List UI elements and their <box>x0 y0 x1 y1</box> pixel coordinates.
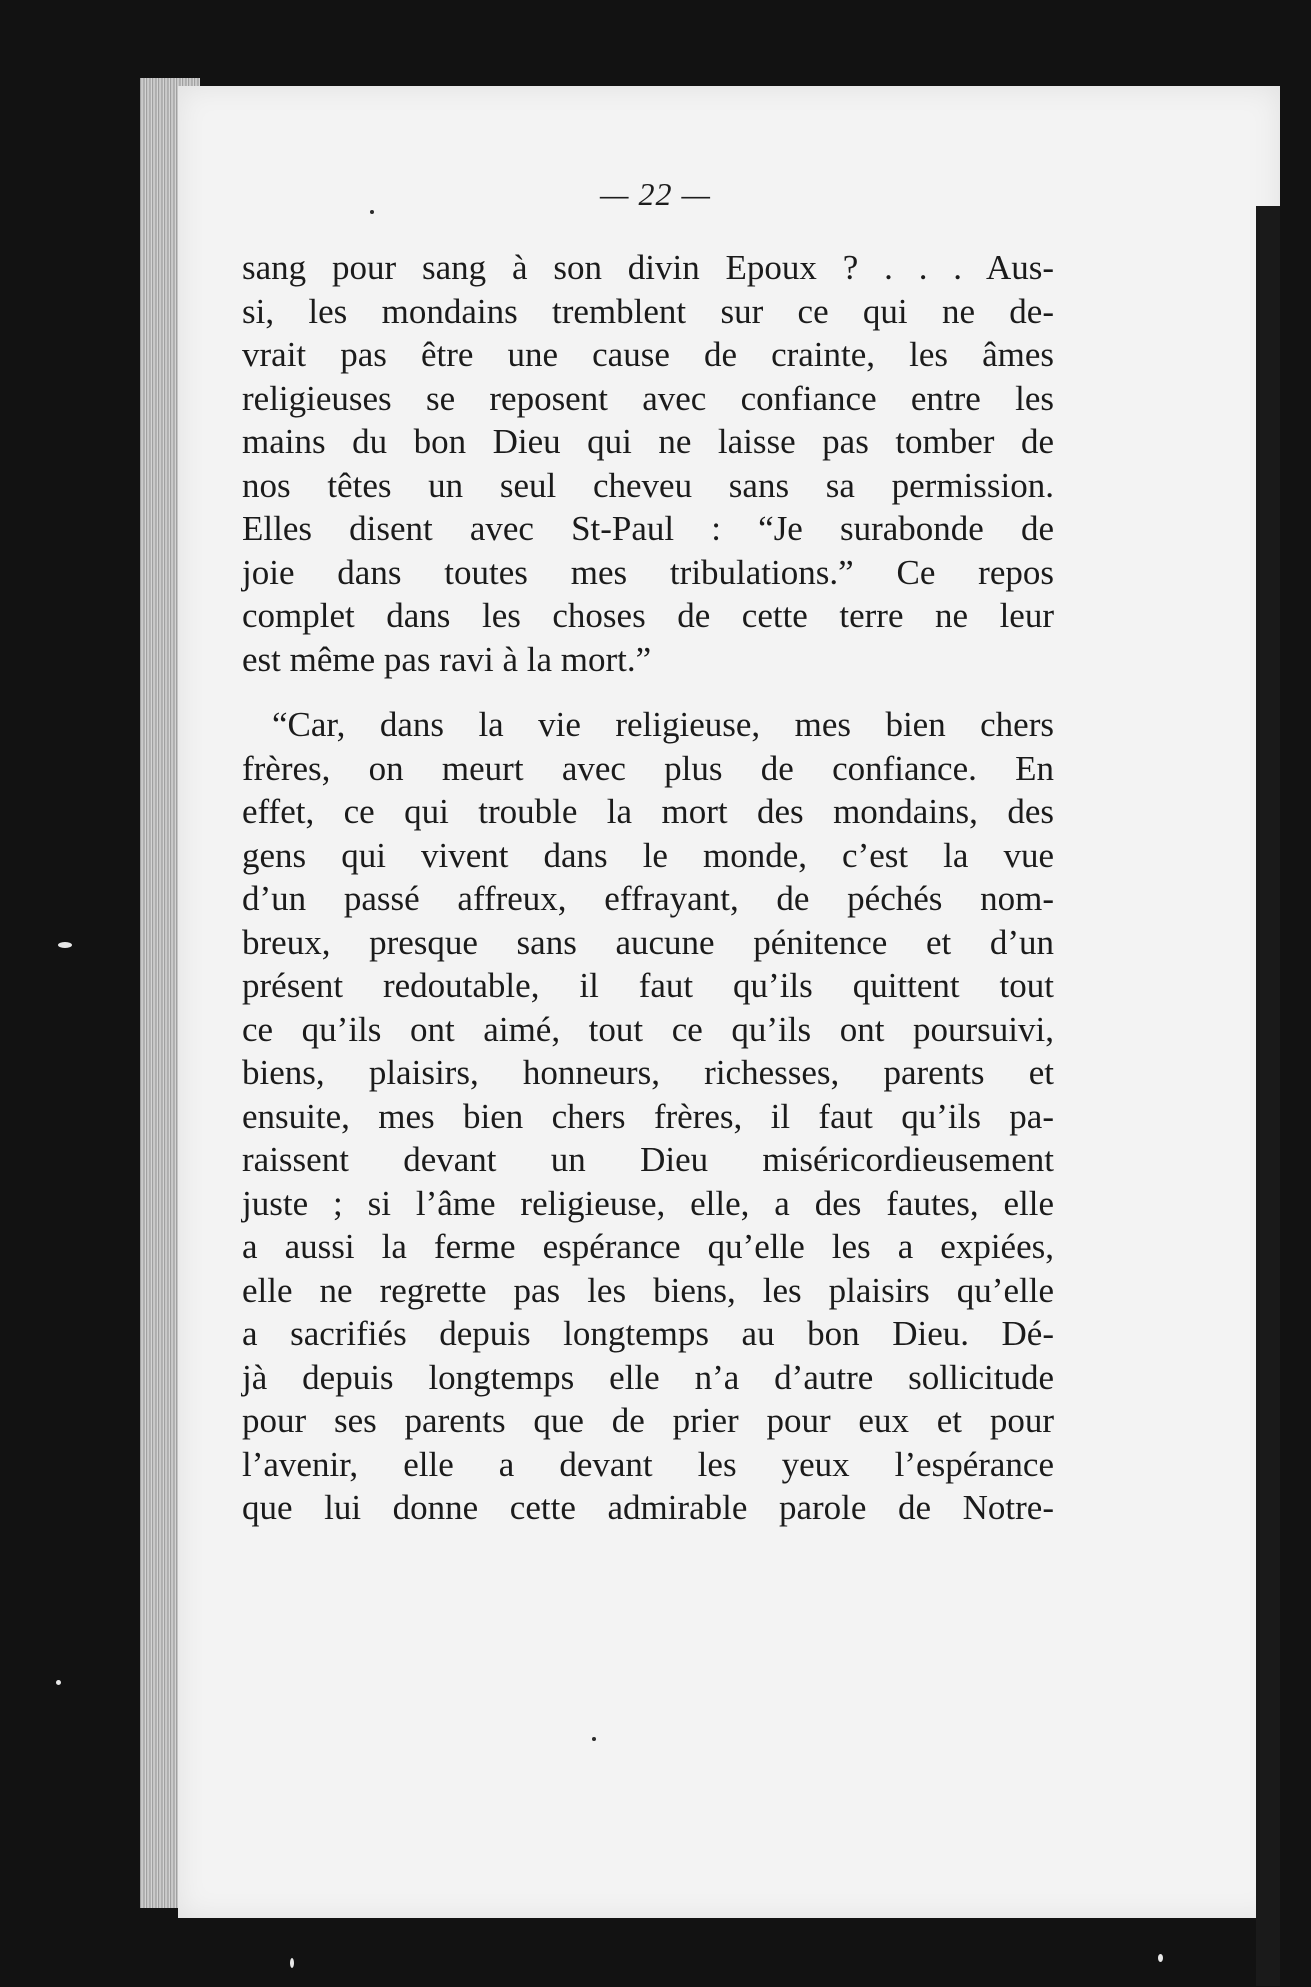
text-line: pour ses parents que de prier pour eux et pour <box>242 1401 1054 1440</box>
text-line: présent redoutable, il faut qu’ils quittent tout <box>242 966 1054 1005</box>
text-line: “Car, dans la vie religieuse, mes bien chers <box>272 705 1054 744</box>
dust-speck <box>1158 1954 1163 1962</box>
text-line: religieuses se reposent avec confiance entre les <box>242 378 1054 418</box>
text-line: nos têtes un seul cheveu sans sa permission. <box>242 465 1054 505</box>
dust-speck <box>56 1680 61 1685</box>
dust-speck <box>290 1958 294 1968</box>
text-line: frères, on meurt avec plus de confiance. En <box>242 748 1054 788</box>
text-line: breux, presque sans aucune pénitence et d’un <box>242 922 1054 962</box>
text-line: elle ne regrette pas les biens, les plaisirs qu’elle <box>242 1270 1054 1310</box>
text-line: est même pas ravi à la mort.” <box>242 639 652 679</box>
text-line: raissent devant un Dieu miséricordieusement <box>242 1140 1054 1179</box>
text-line: biens, plaisirs, honneurs, richesses, parents et <box>242 1053 1054 1092</box>
text-line: a sacrifiés depuis longtemps au bon Dieu. Dé- <box>242 1314 1054 1353</box>
text-line: vrait pas être une cause de crainte, les âmes <box>242 335 1054 374</box>
dust-speck <box>370 210 374 214</box>
text-line: joie dans toutes mes tribulations.” Ce repos <box>242 552 1054 592</box>
text-line: effet, ce qui trouble la mort des mondains, des <box>242 792 1054 831</box>
text-line: ce qu’ils ont aimé, tout ce qu’ils ont poursuivi, <box>242 1009 1054 1049</box>
dust-speck <box>58 942 72 948</box>
text-line: mains du bon Dieu qui ne laisse pas tomber de <box>242 422 1054 461</box>
text-line: a aussi la ferme espérance qu’elle les a expiées, <box>242 1227 1054 1266</box>
text-line: juste ; si l’âme religieuse, elle, a des fautes, elle <box>242 1183 1054 1223</box>
page-number: — 22 — <box>600 176 711 212</box>
text-line: complet dans les choses de cette terre ne leur <box>242 596 1054 635</box>
text-line: gens qui vivent dans le monde, c’est la vue <box>242 835 1054 875</box>
paragraph-1 <box>242 246 1054 681</box>
text-line: jà depuis longtemps elle n’a d’autre sollicitude <box>242 1357 1054 1397</box>
binding-shadow <box>1256 206 1280 1986</box>
dust-speck <box>592 1737 596 1741</box>
paragraph-2 <box>242 703 1054 1530</box>
text-line: sang pour sang à son divin Epoux ? . . . Aus- <box>242 248 1054 287</box>
body-text <box>242 246 1054 1530</box>
text-line: l’avenir, elle a devant les yeux l’espérance <box>242 1444 1054 1484</box>
text-line: que lui donne cette admirable parole de Notre- <box>242 1488 1054 1527</box>
text-line: Elles disent avec St-Paul : “Je surabonde de <box>242 509 1054 548</box>
text-line: ensuite, mes bien chers frères, il faut qu’ils pa- <box>242 1096 1054 1136</box>
text-line: si, les mondains tremblent sur ce qui ne de- <box>242 291 1054 331</box>
text-line: d’un passé affreux, effrayant, de péchés nom- <box>242 879 1054 918</box>
